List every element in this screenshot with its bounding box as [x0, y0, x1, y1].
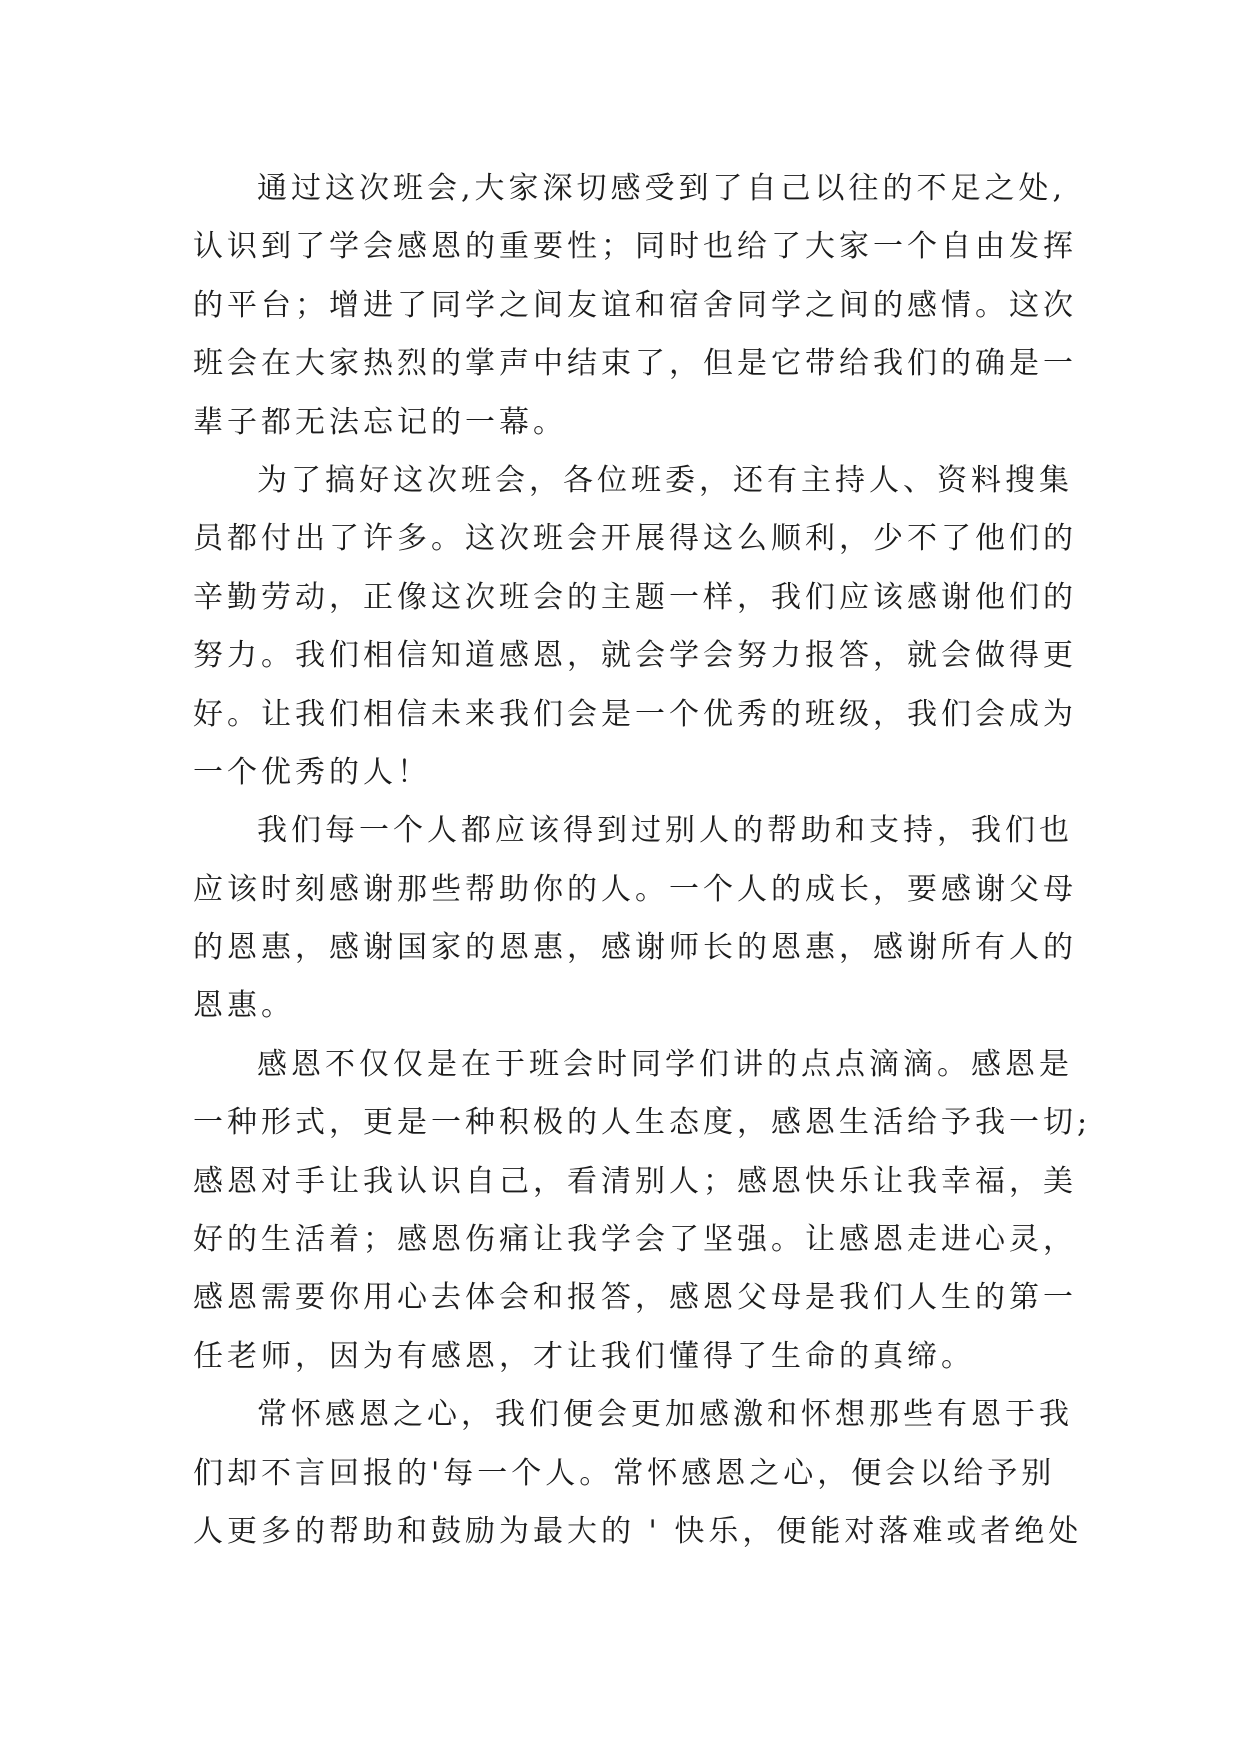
paragraph-first-line: 通过这次班会,大家深切感受到了自己以往的不足之处, — [257, 171, 1067, 206]
text-line: 应该时刻感谢那些帮助你的人。一个人的成长，要感谢父母 — [193, 871, 1077, 907]
body-text — [193, 160, 1092, 1561]
text-line: 一种形式，更是一种积极的人生态度，感恩生活给予我一切; — [193, 1105, 1092, 1141]
text-line: 班会在大家热烈的掌声中结束了，但是它带给我们的确是一 — [193, 346, 1077, 382]
text-line: 辛勤劳动，正像这次班会的主题一样，我们应该感谢他们的 — [193, 579, 1077, 615]
text-line: 们却不言回报的'每一个人。常怀感恩之心，便会以给予别 — [193, 1455, 1056, 1491]
text-line: 员都付出了许多。这次班会开展得这么顺利，少不了他们的 — [193, 521, 1077, 557]
text-line: 人更多的帮助和鼓励为最大的 ' 快乐，便能对落难或者绝处 — [193, 1513, 1083, 1549]
text-line: 努力。我们相信知道感恩，就会学会努力报答，就会做得更 — [193, 638, 1077, 674]
text-line: 好。让我们相信未来我们会是一个优秀的班级，我们会成为 — [193, 696, 1077, 732]
text-line: 恩惠。 — [193, 988, 295, 1024]
text-line: 感恩对手让我认识自己，看清别人；感恩快乐让我幸福，美 — [193, 1163, 1077, 1199]
text-line: 任老师，因为有感恩，才让我们懂得了生命的真缔。 — [193, 1338, 975, 1374]
text-line: 辈子都无法忘记的一幕。 — [193, 404, 567, 440]
text-line: 认识到了学会感恩的重要性；同时也给了大家一个自由发挥 — [193, 229, 1077, 265]
paragraph-first-line: 常怀感恩之心，我们便会更加感激和怀想那些有恩于我 — [257, 1397, 1073, 1433]
text-line: 的恩惠，感谢国家的恩惠，感谢师长的恩惠，感谢所有人的 — [193, 930, 1077, 966]
text-line: 一个优秀的人！ — [193, 754, 431, 790]
text-line: 感恩需要你用心去体会和报答，感恩父母是我们人生的第一 — [193, 1280, 1077, 1316]
text-line: 好的生活着；感恩伤痛让我学会了坚强。让感恩走进心灵， — [193, 1222, 1077, 1258]
paragraph-first-line: 我们每一个人都应该得到过别人的帮助和支持，我们也 — [257, 813, 1073, 849]
text-line: 的平台；增进了同学之间友谊和宿舍同学之间的感情。这次 — [193, 287, 1077, 323]
paragraph-first-line: 为了搞好这次班会，各位班委，还有主持人、资料搜集 — [257, 462, 1073, 498]
paragraph-first-line: 感恩不仅仅是在于班会时同学们讲的点点滴滴。感恩是 — [257, 1046, 1073, 1082]
